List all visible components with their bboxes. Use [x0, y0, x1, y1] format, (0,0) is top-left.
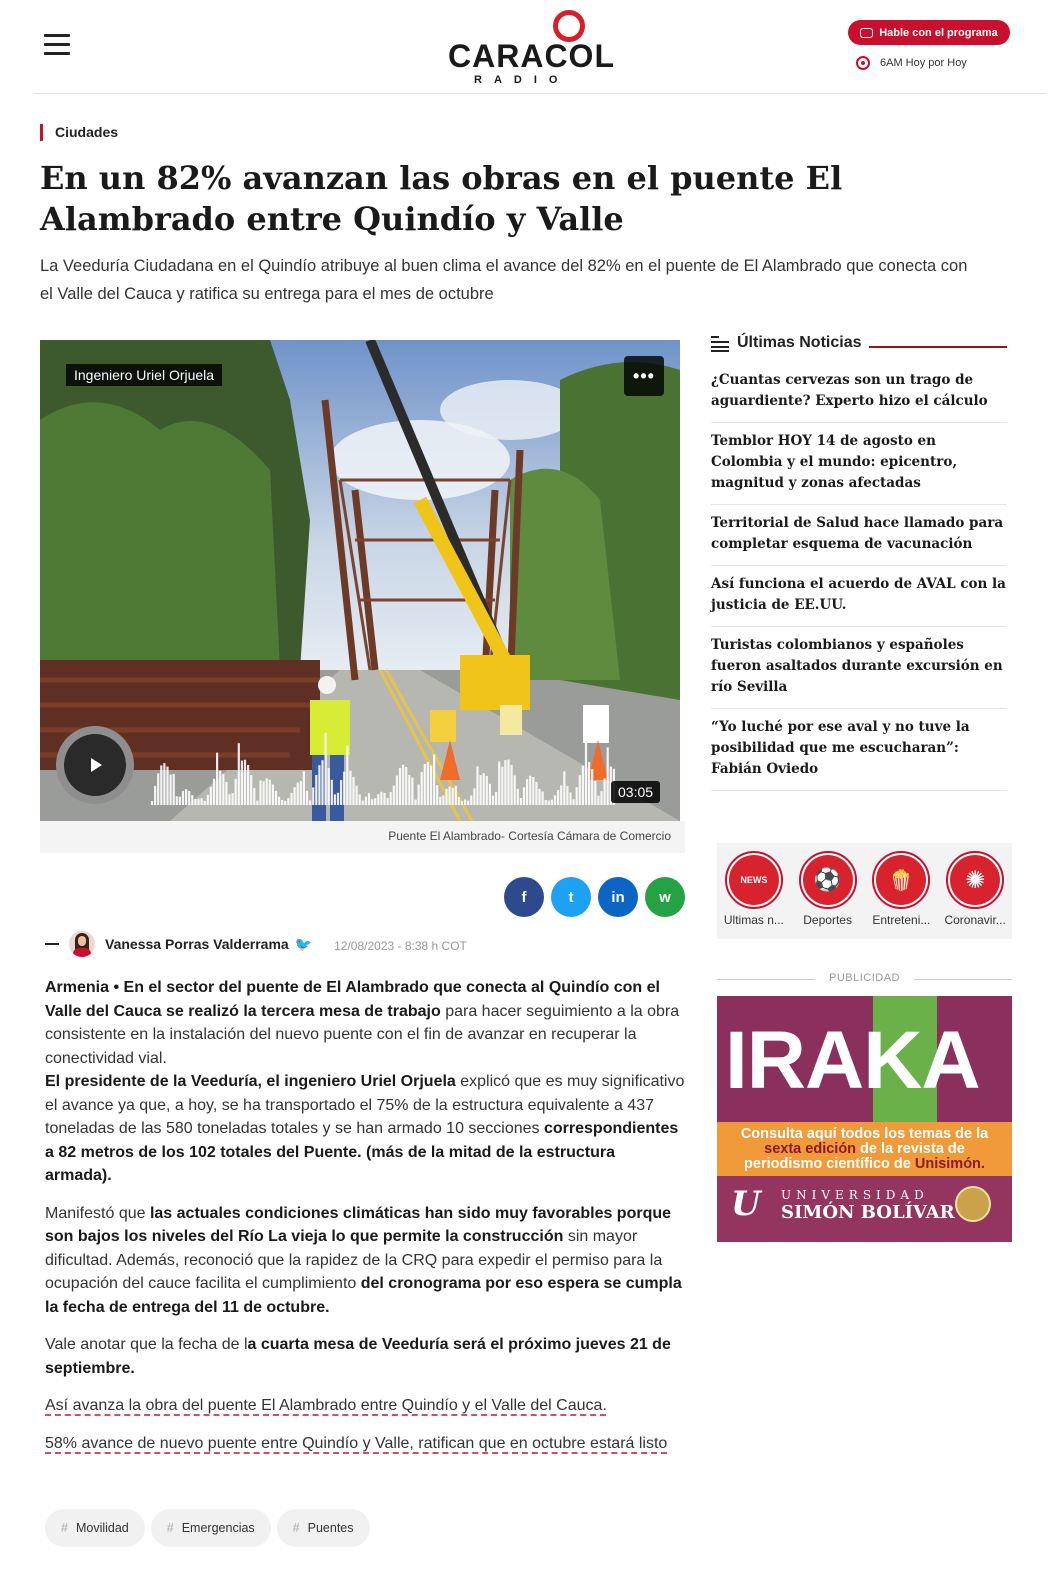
live-broadcast-icon	[856, 56, 870, 70]
body-bold: El presidente de la Veeduría, el ingeniero Uriel Orjuela	[45, 1073, 456, 1090]
category-ultimas-noticias[interactable]	[721, 851, 787, 939]
tag-emergencias[interactable]	[151, 1509, 271, 1547]
publish-date: 12/08/2023 - 8:38 h COT	[334, 939, 467, 953]
body-bold: a cuarta mesa de Veeduría será el próximo jueves 21 de septiembre.	[45, 1336, 671, 1377]
author-byline	[45, 930, 467, 958]
share-linkedin-button[interactable]	[598, 877, 638, 917]
live-program-label: 6AM Hoy por Hoy	[880, 57, 967, 69]
ad-line: Unisimón.	[914, 1156, 985, 1172]
ad-wordmark: IRAKA	[725, 1015, 980, 1106]
caracol-radio-logo[interactable]	[448, 8, 615, 86]
talk-to-program-button[interactable]	[848, 20, 1010, 45]
category-shortcuts	[717, 843, 1012, 939]
logo-wordmark: CARACOL	[448, 38, 615, 74]
category-label: Entreteni...	[872, 913, 931, 927]
latest-news-list	[711, 362, 1007, 791]
iraka-advertisement[interactable]	[717, 996, 1012, 1242]
article-lead: La Veeduría Ciudadana en el Quindío atribuye al buen clima el avance del 82% en el puente de El Alambrado que conecta con el Valle del Cauca y ratifica su entrega para el mes de octubre	[40, 257, 968, 303]
share-facebook-button[interactable]	[504, 877, 544, 917]
section-label[interactable]: Ciudades	[40, 124, 118, 141]
hashtag-icon: #	[61, 1521, 68, 1535]
university-seal	[955, 1186, 991, 1222]
tag-label: Movilidad	[75, 1521, 129, 1535]
article-body	[45, 976, 685, 1469]
site-header	[34, 0, 1046, 94]
photo-caption: Puente El Alambrado- Cortesía Cámara de Comercio	[40, 821, 685, 853]
ad-line: de la revista de	[856, 1141, 965, 1157]
category-label: Coronavir...	[944, 913, 1006, 927]
menu-icon[interactable]	[44, 34, 70, 56]
tag-label: Puentes	[307, 1521, 354, 1535]
ad-line: Consulta aquí todos los temas de la	[740, 1126, 989, 1142]
news-item[interactable]: Temblor HOY 14 de agosto en Colombia y el mundo: epicentro, magnitud y zonas afectadas	[711, 423, 1007, 505]
university-line: UNIVERSIDAD	[781, 1188, 929, 1202]
twitter-icon: t	[568, 888, 574, 906]
body-paragraph	[45, 1202, 685, 1320]
hashtag-icon: #	[166, 1521, 174, 1535]
university-banner	[717, 1176, 1012, 1242]
newspaper-icon: NEWS	[729, 855, 779, 905]
body-bold: del cronograma por eso espera se cumpla la fecha de entrega del 11 de octubre.	[45, 1275, 682, 1316]
more-options-button[interactable]: •••	[624, 356, 664, 396]
twitter-icon[interactable]: 🐦	[294, 935, 313, 952]
author-name[interactable]: Vanessa Porras Valderrama	[105, 936, 289, 952]
share-whatsapp-button[interactable]	[645, 877, 685, 917]
news-item[interactable]: Territorial de Salud hace llamado para completar esquema de vacunación	[711, 505, 1007, 566]
university-name: SIMÓN BOLÍVAR	[781, 1202, 955, 1223]
body-text: explicó que es muy significativo el avance ya que, a hoy, se ha transportado el 75% de la estructura equivalente a 437 toneladas de las 580 toneladas totales y se han armado 10 secciones	[45, 1073, 685, 1137]
whatsapp-icon: w	[659, 888, 671, 906]
news-item[interactable]: Así funciona el acuerdo de AVAL con la justicia de EE.UU.	[711, 566, 1007, 627]
latest-news-title: Últimas Noticias	[737, 334, 862, 351]
related-link[interactable]: Así avanza la obra del puente El Alambrado entre Quindío y el Valle del Cauca.	[45, 1397, 607, 1414]
news-item[interactable]: “Yo luché por ese aval y no tuve la posibilidad que me escucharan”: Fabián Oviedo	[711, 709, 1007, 791]
popcorn-icon: 🍿	[876, 855, 926, 905]
play-icon	[91, 758, 102, 772]
tag-movilidad[interactable]	[45, 1509, 145, 1547]
tag-list	[45, 1509, 370, 1547]
body-text: Manifestó que	[45, 1204, 150, 1222]
body-paragraph	[45, 1333, 685, 1380]
virus-icon: ✺	[950, 855, 1000, 905]
play-audio-button[interactable]	[56, 726, 134, 804]
soccer-ball-icon: ⚽	[803, 855, 853, 905]
byline-dash	[45, 943, 59, 945]
list-icon	[711, 335, 729, 351]
author-avatar[interactable]	[69, 931, 95, 957]
latest-news-heading	[711, 331, 1007, 355]
body-text: para hacer seguimiento a la obra consistente en la instalación del nuevo puente con el fin de avanzar en recuperar la conectividad vial.	[45, 1002, 680, 1067]
ad-line: periodismo científico de	[744, 1156, 915, 1172]
linkedin-icon: in	[611, 888, 625, 906]
body-text: Vale anotar que la fecha de l	[45, 1336, 248, 1353]
article-photo-player[interactable]	[40, 340, 680, 821]
talk-button-label: Hable con el programa	[879, 26, 998, 39]
ad-line: sexta edición	[764, 1141, 857, 1157]
advertising-label: PUBLICIDAD	[717, 972, 1012, 984]
category-entretenimiento[interactable]	[868, 851, 934, 939]
body-bold: Armenia • En el sector del puente de El Alambrado que conecta al Quindío con el Valle del Cauca se realizó la tercera mesa de trabajo	[45, 979, 660, 1020]
news-item[interactable]: ¿Cuantas cervezas son un trago de aguardiente? Experto hizo el cálculo	[711, 362, 1007, 423]
body-bold: correspondientes a 82 metros de los 102 totales del Puente. (más de la mitad de la estructura armada).	[45, 1120, 679, 1184]
heading-rule	[869, 346, 1007, 348]
body-paragraph	[45, 976, 685, 1188]
news-item[interactable]: Turistas colombianos y españoles fueron asaltados durante excursión en río Sevilla	[711, 627, 1007, 709]
ad-tagline	[717, 1122, 1012, 1176]
facebook-icon: f	[521, 888, 527, 906]
category-label: Deportes	[803, 913, 852, 927]
logo-subtitle: RADIO	[474, 74, 570, 86]
university-logo: U	[731, 1184, 761, 1224]
bridge-photo	[40, 340, 680, 821]
photo-label: Ingeniero Uriel Orjuela	[66, 364, 222, 386]
article-title: En un 82% avanzan las obras en el puente El Alambrado entre Quindío y Valle	[40, 159, 843, 238]
share-twitter-button[interactable]	[551, 877, 591, 917]
category-label: Ultimas n...	[723, 913, 784, 927]
live-program-link[interactable]	[856, 56, 967, 70]
body-bold: las actuales condiciones climáticas han sido muy favorables porque son bajos los niveles del Río La vieja lo que permite la construcción	[45, 1204, 672, 1245]
audio-duration: 03:05	[611, 781, 660, 803]
hashtag-icon: #	[292, 1521, 300, 1535]
tag-label: Emergencias	[181, 1521, 255, 1535]
body-text: sin mayor dificultad. Además, reconoció que la rapidez de la CRQ para expedir el permiso para la ocupación del cauce facilita el cumplimiento	[45, 1228, 663, 1292]
category-deportes[interactable]	[795, 851, 861, 939]
chat-bubble-icon	[860, 28, 873, 38]
related-link[interactable]: 58% avance de nuevo puente entre Quindío y Valle, ratifican que en octubre estará listo	[45, 1434, 668, 1452]
category-coronavirus[interactable]	[942, 851, 1008, 939]
tag-puentes[interactable]	[277, 1509, 370, 1547]
